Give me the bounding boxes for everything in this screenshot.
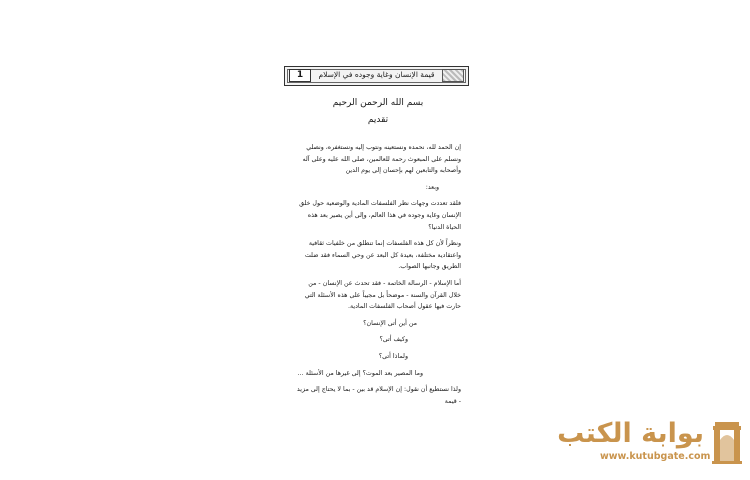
question-line: وما المصير بعد الموت؟ إلى غيرها من الأسئلة ... xyxy=(297,369,423,377)
basmala: بسم الله الرحمن الرحيم xyxy=(332,98,424,108)
section-heading: تقديم xyxy=(367,115,389,125)
paragraph: ولذا نستطيع أن نقول: إن الإسلام قد بين - بما لا يحتاج إلى مزيد - قيمة xyxy=(296,386,461,405)
question-line: وكيف أتى؟ xyxy=(379,336,408,344)
paragraph: فلقد تعددت وجهات نظر الفلسفات المادية والوضعية حول خلق الإنسان وغاية وجوده في هذا العالم، وإلى أين يصير بعد هذه الحياة الدنيا؟ xyxy=(299,200,461,231)
watermark-name: بوابة الكتب xyxy=(557,418,704,449)
paragraph: أما الإسلام - الرسالة الخاتمة - فقد تحدث عن الإنسان - من خلال القرآن والسنة - موضحاً بل مجيباً على هذه الأسئلة التي حارت فيها عقول أصحاب الفلسفات المادية. xyxy=(304,279,461,311)
paragraph: وبعد: xyxy=(425,183,439,191)
page-header xyxy=(284,66,469,86)
question-line: ولماذا أتى؟ xyxy=(378,352,408,360)
kutubgate-watermark xyxy=(557,418,746,478)
header-title: قيمة الإنسان وغاية وجوده في الإسلام xyxy=(318,70,435,79)
header-ornament-icon xyxy=(442,69,464,82)
gate-icon xyxy=(712,420,742,464)
paragraph: ونظراً لأن كل هذه الفلسفات إنما تنطلق من خلفيات ثقافية واعتقادية مختلفة، بعيدة كل البعد عن وحي السماء فقد ضلت الطريق وجانبها الصواب. xyxy=(304,240,461,271)
watermark-url: www.kutubgate.com xyxy=(600,451,711,462)
page-content xyxy=(295,98,461,407)
question-line: من أين أتى الإنسان؟ xyxy=(363,319,417,327)
page-number: 1 xyxy=(289,69,311,82)
paragraph: إن الحمد لله، نحمده ونستعينه ونتوب إليه ونستغفره، ونصلي ونسلم على المبعوث رحمة للعالمين، صلى الله عليه وعلى آله وأصحابه والتابعين لهم بإحسان إلى يوم الدين xyxy=(302,144,461,175)
